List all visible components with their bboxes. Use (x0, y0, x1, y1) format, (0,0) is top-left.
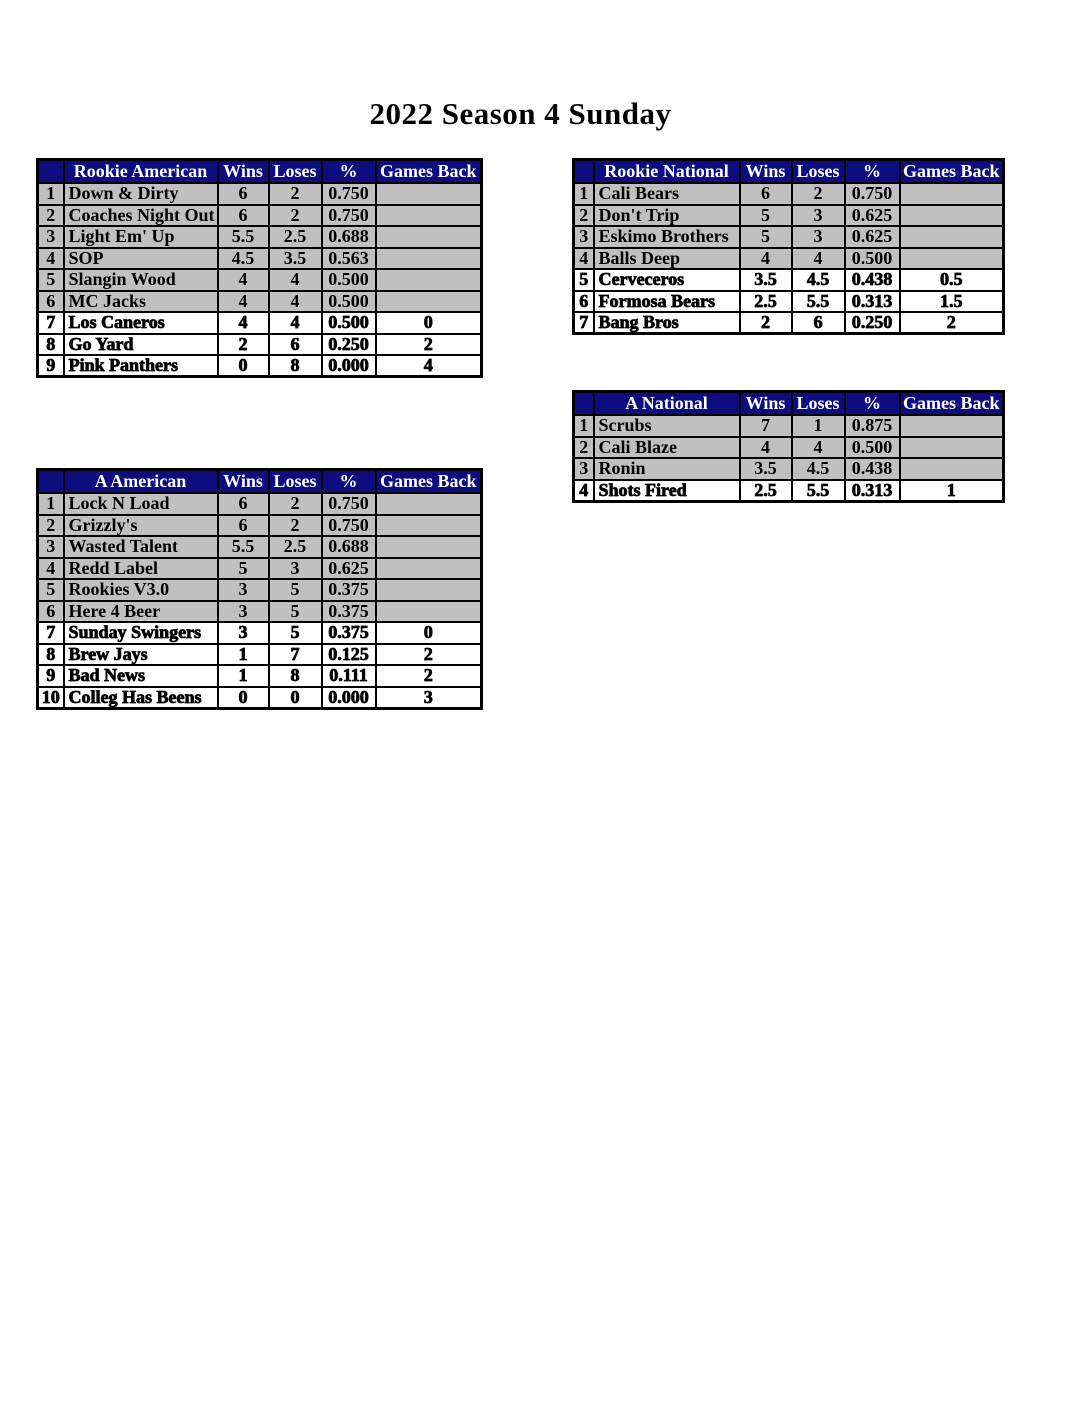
team-row (38, 558, 482, 580)
team-cell: Down & Dirty (64, 183, 218, 205)
wins-cell: 5.5 (218, 226, 269, 248)
pct-cell: 0.500 (845, 437, 900, 459)
wins-cell: 4 (218, 291, 269, 313)
team-row (574, 480, 1004, 502)
pct-cell: 0.250 (322, 334, 376, 356)
loses-cell: 3 (792, 226, 845, 248)
games-back-cell: 2 (376, 644, 482, 666)
wins-cell: 5 (218, 558, 269, 580)
loses-cell: 4 (269, 312, 322, 334)
team-cell: Cali Bears (594, 183, 740, 205)
team-row (38, 248, 482, 270)
team-row (38, 183, 482, 205)
pct-cell: 0.438 (845, 269, 900, 291)
pct-column-header: % (322, 160, 376, 184)
team-cell: Here 4 Beer (64, 601, 218, 623)
games-back-cell (900, 458, 1004, 480)
loses-cell: 8 (269, 665, 322, 687)
pct-cell: 0.438 (845, 458, 900, 480)
pct-cell: 0.750 (322, 515, 376, 537)
team-row (38, 687, 482, 709)
team-row (38, 334, 482, 356)
wins-cell: 6 (218, 493, 269, 515)
loses-cell: 5.5 (792, 291, 845, 313)
games-back-cell (376, 291, 482, 313)
games-back-column-header: Games Back (376, 160, 482, 184)
loses-cell: 8 (269, 355, 322, 377)
loses-column-header: Loses (792, 160, 845, 184)
loses-column-header: Loses (269, 470, 322, 494)
games-back-column-header: Games Back (900, 392, 1004, 416)
team-row (38, 355, 482, 377)
games-back-cell: 1 (900, 480, 1004, 502)
team-cell: Colleg Has Beens (64, 687, 218, 709)
pct-cell: 0.313 (845, 480, 900, 502)
pct-cell: 0.375 (322, 601, 376, 623)
games-back-cell (376, 269, 482, 291)
team-cell: Coaches Night Out (64, 205, 218, 227)
games-back-cell (900, 205, 1004, 227)
games-back-column-header: Games Back (376, 470, 482, 494)
rookie-national-standings (572, 158, 1005, 335)
wins-cell: 3 (218, 622, 269, 644)
wins-column-header: Wins (218, 470, 269, 494)
rookie-american-standings (36, 158, 483, 378)
rank-cell: 5 (38, 269, 64, 291)
league-name-header: A American (64, 470, 218, 494)
loses-cell: 5 (269, 601, 322, 623)
standings-table (36, 468, 483, 710)
games-back-cell: 0 (376, 622, 482, 644)
rank-cell: 7 (38, 622, 64, 644)
team-row (38, 665, 482, 687)
wins-cell: 3 (218, 579, 269, 601)
rank-cell: 1 (574, 415, 594, 437)
rank-cell: 3 (574, 458, 594, 480)
loses-cell: 2.5 (269, 536, 322, 558)
pct-cell: 0.313 (845, 291, 900, 313)
pct-column-header: % (322, 470, 376, 494)
rank-cell: 2 (38, 205, 64, 227)
wins-cell: 4.5 (218, 248, 269, 270)
team-cell: Balls Deep (594, 248, 740, 270)
games-back-cell: 0.5 (900, 269, 1004, 291)
pct-column-header: % (845, 160, 900, 184)
games-back-cell (376, 558, 482, 580)
rank-cell: 4 (38, 558, 64, 580)
wins-cell: 2.5 (740, 291, 792, 313)
pct-cell: 0.625 (322, 558, 376, 580)
loses-cell: 3.5 (269, 248, 322, 270)
pct-cell: 0.750 (322, 493, 376, 515)
rank-cell: 2 (38, 515, 64, 537)
games-back-cell (376, 515, 482, 537)
standings-table (572, 390, 1005, 503)
wins-cell: 4 (218, 269, 269, 291)
team-row (38, 579, 482, 601)
team-cell: Shots Fired (594, 480, 740, 502)
wins-cell: 0 (218, 355, 269, 377)
header-row (574, 160, 1004, 184)
team-row (38, 536, 482, 558)
team-row (38, 291, 482, 313)
wins-cell: 5.5 (218, 536, 269, 558)
loses-cell: 4.5 (792, 458, 845, 480)
pct-cell: 0.750 (322, 183, 376, 205)
league-name-header: A National (594, 392, 740, 416)
loses-cell: 0 (269, 687, 322, 709)
team-cell: Ronin (594, 458, 740, 480)
team-row (574, 312, 1004, 334)
team-cell: Cali Blaze (594, 437, 740, 459)
team-cell: Los Caneros (64, 312, 218, 334)
pct-cell: 0.750 (322, 205, 376, 227)
team-row (38, 205, 482, 227)
games-back-cell (376, 183, 482, 205)
wins-cell: 2 (740, 312, 792, 334)
rank-cell: 4 (38, 248, 64, 270)
team-cell: SOP (64, 248, 218, 270)
team-cell: Bad News (64, 665, 218, 687)
team-row (574, 437, 1004, 459)
team-row (38, 622, 482, 644)
pct-cell: 0.750 (845, 183, 900, 205)
pct-cell: 0.500 (322, 291, 376, 313)
team-row (38, 269, 482, 291)
rank-cell: 8 (38, 644, 64, 666)
team-cell: Go Yard (64, 334, 218, 356)
rank-cell: 2 (574, 437, 594, 459)
rank-cell: 8 (38, 334, 64, 356)
wins-cell: 6 (218, 205, 269, 227)
rank-cell: 3 (574, 226, 594, 248)
rank-column-header (38, 470, 64, 494)
rank-cell: 4 (574, 248, 594, 270)
games-back-cell (376, 248, 482, 270)
loses-cell: 4 (792, 248, 845, 270)
rank-cell: 5 (38, 579, 64, 601)
loses-cell: 2.5 (269, 226, 322, 248)
a-national-standings (572, 390, 1005, 503)
header-row (38, 470, 482, 494)
rank-column-header (574, 160, 594, 184)
header-row (38, 160, 482, 184)
wins-cell: 2 (218, 334, 269, 356)
loses-cell: 4 (269, 269, 322, 291)
games-back-cell (900, 437, 1004, 459)
rank-cell: 6 (38, 291, 64, 313)
team-cell: Pink Panthers (64, 355, 218, 377)
loses-cell: 5.5 (792, 480, 845, 502)
team-row (38, 493, 482, 515)
games-back-cell (376, 579, 482, 601)
pct-cell: 0.250 (845, 312, 900, 334)
loses-cell: 3 (792, 205, 845, 227)
loses-cell: 4.5 (792, 269, 845, 291)
team-cell: Rookies V3.0 (64, 579, 218, 601)
games-back-cell: 0 (376, 312, 482, 334)
wins-cell: 1 (218, 665, 269, 687)
loses-cell: 5 (269, 579, 322, 601)
pct-column-header: % (845, 392, 900, 416)
rank-column-header (574, 392, 594, 416)
team-cell: Scrubs (594, 415, 740, 437)
games-back-cell: 4 (376, 355, 482, 377)
team-cell: MC Jacks (64, 291, 218, 313)
wins-cell: 4 (218, 312, 269, 334)
games-back-cell: 3 (376, 687, 482, 709)
pct-cell: 0.625 (845, 226, 900, 248)
rank-cell: 5 (574, 269, 594, 291)
pct-cell: 0.375 (322, 579, 376, 601)
pct-cell: 0.688 (322, 226, 376, 248)
rank-cell: 2 (574, 205, 594, 227)
wins-cell: 4 (740, 248, 792, 270)
pct-cell: 0.500 (322, 269, 376, 291)
rank-cell: 7 (38, 312, 64, 334)
team-row (38, 312, 482, 334)
team-cell: Wasted Talent (64, 536, 218, 558)
pct-cell: 0.125 (322, 644, 376, 666)
loses-cell: 2 (269, 493, 322, 515)
games-back-cell: 2 (900, 312, 1004, 334)
wins-cell: 6 (218, 515, 269, 537)
games-back-cell (376, 493, 482, 515)
games-back-column-header: Games Back (900, 160, 1004, 184)
wins-cell: 5 (740, 205, 792, 227)
wins-cell: 5 (740, 226, 792, 248)
rank-cell: 6 (574, 291, 594, 313)
wins-cell: 7 (740, 415, 792, 437)
pct-cell: 0.500 (845, 248, 900, 270)
team-cell: Formosa Bears (594, 291, 740, 313)
rank-cell: 1 (574, 183, 594, 205)
pct-cell: 0.688 (322, 536, 376, 558)
team-row (574, 269, 1004, 291)
wins-cell: 3.5 (740, 458, 792, 480)
loses-column-header: Loses (269, 160, 322, 184)
team-cell: Lock N Load (64, 493, 218, 515)
header-row (574, 392, 1004, 416)
team-cell: Eskimo Brothers (594, 226, 740, 248)
games-back-cell (900, 248, 1004, 270)
team-cell: Slangin Wood (64, 269, 218, 291)
games-back-cell (376, 226, 482, 248)
team-row (38, 515, 482, 537)
team-row (574, 458, 1004, 480)
team-cell: Sunday Swingers (64, 622, 218, 644)
wins-cell: 1 (218, 644, 269, 666)
team-row (38, 644, 482, 666)
team-cell: Redd Label (64, 558, 218, 580)
pct-cell: 0.500 (322, 312, 376, 334)
wins-cell: 0 (218, 687, 269, 709)
pct-cell: 0.000 (322, 687, 376, 709)
games-back-cell: 2 (376, 665, 482, 687)
pct-cell: 0.875 (845, 415, 900, 437)
team-cell: Brew Jays (64, 644, 218, 666)
page-title: 2022 Season 4 Sunday (369, 96, 672, 131)
loses-cell: 4 (792, 437, 845, 459)
league-name-header: Rookie American (64, 160, 218, 184)
team-row (574, 226, 1004, 248)
rank-cell: 10 (38, 687, 64, 709)
rank-cell: 1 (38, 183, 64, 205)
rank-cell: 6 (38, 601, 64, 623)
league-name-header: Rookie National (594, 160, 740, 184)
team-row (574, 415, 1004, 437)
rank-cell: 1 (38, 493, 64, 515)
team-cell: Cerveceros (594, 269, 740, 291)
games-back-cell (900, 183, 1004, 205)
rank-cell: 7 (574, 312, 594, 334)
rank-cell: 4 (574, 480, 594, 502)
wins-cell: 4 (740, 437, 792, 459)
wins-cell: 3.5 (740, 269, 792, 291)
pct-cell: 0.563 (322, 248, 376, 270)
a-american-standings (36, 468, 483, 710)
pct-cell: 0.111 (322, 665, 376, 687)
rank-cell: 9 (38, 665, 64, 687)
loses-cell: 6 (269, 334, 322, 356)
team-row (574, 205, 1004, 227)
games-back-cell (376, 205, 482, 227)
rank-cell: 9 (38, 355, 64, 377)
loses-cell: 3 (269, 558, 322, 580)
games-back-cell (376, 601, 482, 623)
wins-column-header: Wins (740, 160, 792, 184)
team-cell: Don't Trip (594, 205, 740, 227)
loses-cell: 2 (269, 515, 322, 537)
wins-cell: 6 (740, 183, 792, 205)
rank-cell: 3 (38, 226, 64, 248)
team-cell: Light Em' Up (64, 226, 218, 248)
loses-cell: 1 (792, 415, 845, 437)
loses-cell: 2 (792, 183, 845, 205)
games-back-cell (900, 226, 1004, 248)
loses-cell: 2 (269, 205, 322, 227)
pct-cell: 0.000 (322, 355, 376, 377)
loses-cell: 2 (269, 183, 322, 205)
rank-cell: 3 (38, 536, 64, 558)
loses-cell: 4 (269, 291, 322, 313)
wins-cell: 6 (218, 183, 269, 205)
team-cell: Bang Bros (594, 312, 740, 334)
games-back-cell (900, 415, 1004, 437)
wins-cell: 2.5 (740, 480, 792, 502)
team-row (574, 248, 1004, 270)
pct-cell: 0.625 (845, 205, 900, 227)
rank-column-header (38, 160, 64, 184)
team-row (38, 601, 482, 623)
games-back-cell: 1.5 (900, 291, 1004, 313)
loses-cell: 5 (269, 622, 322, 644)
wins-column-header: Wins (740, 392, 792, 416)
team-row (38, 226, 482, 248)
team-row (574, 183, 1004, 205)
loses-column-header: Loses (792, 392, 845, 416)
standings-table (572, 158, 1005, 335)
team-row (574, 291, 1004, 313)
team-cell: Grizzly's (64, 515, 218, 537)
games-back-cell (376, 536, 482, 558)
loses-cell: 6 (792, 312, 845, 334)
standings-table (36, 158, 483, 378)
games-back-cell: 2 (376, 334, 482, 356)
wins-cell: 3 (218, 601, 269, 623)
loses-cell: 7 (269, 644, 322, 666)
pct-cell: 0.375 (322, 622, 376, 644)
wins-column-header: Wins (218, 160, 269, 184)
